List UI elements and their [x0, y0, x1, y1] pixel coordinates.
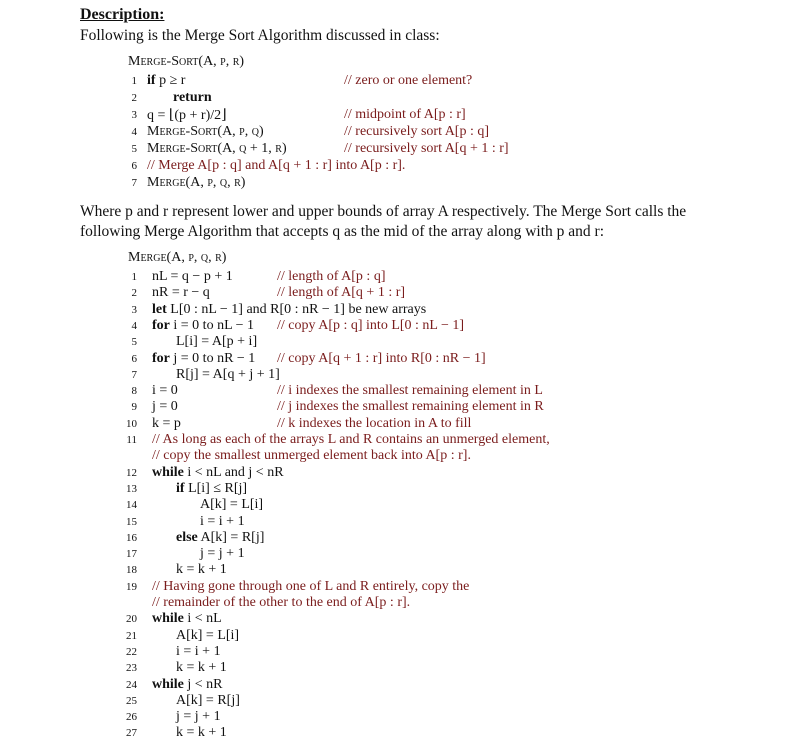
code-line: for i = 0 to nL − 1: [152, 317, 254, 333]
code-line: // Merge A[p : q] and A[q + 1 : r] into A[p : r].: [147, 158, 406, 173]
code-line: while i < nL: [152, 611, 222, 627]
code-line: while j < nR: [152, 676, 223, 692]
code-line: Merge-Sort(A, p, q): [147, 124, 264, 139]
line-number: 17: [126, 548, 137, 561]
code-comment: // i indexes the smallest remaining element in L: [277, 383, 543, 399]
description-heading: Description:: [80, 6, 165, 23]
code-line: k = k + 1: [176, 562, 227, 578]
line-number: 9: [131, 401, 137, 414]
line-number: 1: [131, 75, 137, 87]
line-number: 3: [131, 303, 137, 316]
line-number: 21: [126, 629, 137, 642]
code-line: nR = r − q: [152, 285, 210, 301]
code-line: A[k] = L[i]: [176, 627, 240, 643]
code-line: Merge(A, p, q, r): [147, 175, 246, 190]
line-number: 12: [126, 466, 137, 479]
code-line: for j = 0 to nR − 1: [152, 350, 256, 366]
line-number: 3: [131, 109, 137, 121]
line-number: 10: [126, 417, 137, 430]
code-line: // copy the smallest unmerged element back into A[p : r].: [152, 448, 471, 464]
line-number: 7: [131, 177, 137, 189]
code-comment: // midpoint of A[p : r]: [344, 107, 466, 122]
line-number: 5: [131, 143, 137, 155]
line-number: 1: [131, 271, 137, 283]
code-line: A[k] = R[j]: [176, 692, 240, 708]
middle-paragraph-line-1: Where p and r represent lower and upper bounds of array A respectively. The Merge Sort calls the: [80, 203, 687, 220]
code-line: nL = q − p + 1: [152, 269, 233, 284]
line-number: 24: [126, 678, 137, 691]
line-number: 22: [126, 645, 137, 658]
code-line: j = 0: [152, 399, 178, 415]
code-line: R[j] = A[q + j + 1]: [176, 366, 280, 382]
line-number: 23: [126, 662, 137, 675]
line-number: 20: [126, 613, 137, 626]
merge-title: Merge(A, p, q, r): [128, 250, 227, 265]
code-comment: // copy A[q + 1 : r] into R[0 : nR − 1]: [277, 350, 486, 366]
code-line: if L[i] ≤ R[j]: [176, 480, 248, 496]
code-line: // Having gone through one of L and R entirely, copy the: [152, 578, 470, 594]
line-number: 26: [126, 711, 137, 724]
line-number: 14: [126, 499, 137, 512]
line-number: 7: [131, 368, 137, 381]
line-number: 4: [131, 319, 137, 332]
code-line: // As long as each of the arrays L and R contains an unmerged element,: [152, 432, 550, 447]
code-line: // remainder of the other to the end of A[p : r].: [152, 595, 411, 610]
code-comment: // recursively sort A[q + 1 : r]: [344, 141, 509, 156]
middle-paragraph-line-2: following Merge Algorithm that accepts q as the mid of the array along with p and r:: [80, 223, 605, 240]
code-line: L[i] = A[p + i]: [176, 334, 258, 350]
line-number: 11: [126, 434, 137, 446]
code-comment: // copy A[p : q] into L[0 : nL − 1]: [277, 317, 465, 333]
intro-text: Following is the Merge Sort Algorithm discussed in class:: [80, 27, 440, 44]
code-line: k = k + 1: [176, 725, 227, 741]
line-number: 18: [126, 564, 137, 577]
line-number: 13: [126, 482, 137, 495]
merge-sort-title: Merge-Sort(A, p, r): [128, 54, 245, 69]
code-line: i = i + 1: [200, 513, 245, 529]
code-line: i = i + 1: [176, 643, 221, 659]
code-comment: // j indexes the smallest remaining element in R: [277, 399, 544, 415]
line-number: 16: [126, 531, 137, 544]
code-line: if p ≥ r: [147, 73, 186, 88]
line-number: 6: [131, 352, 137, 365]
code-comment: // k indexes the location in A to fill: [277, 415, 472, 431]
code-comment: // recursively sort A[p : q]: [344, 124, 490, 139]
code-line: q = ⌊(p + r)/2⌋: [147, 108, 227, 123]
line-number: 6: [131, 160, 137, 172]
line-number: 19: [126, 580, 137, 593]
code-comment: // length of A[p : q]: [277, 269, 386, 284]
line-number: 15: [126, 515, 137, 528]
line-number: 2: [131, 287, 137, 300]
code-line: j = j + 1: [176, 709, 221, 725]
line-number: 25: [126, 694, 137, 707]
code-line: j = j + 1: [200, 546, 245, 562]
code-comment: // zero or one element?: [344, 73, 473, 88]
line-number: 5: [131, 336, 137, 349]
code-line: let L[0 : nL − 1] and R[0 : nR − 1] be new arrays: [152, 301, 427, 317]
code-line: A[k] = L[i]: [200, 497, 264, 513]
code-line: else A[k] = R[j]: [176, 529, 265, 545]
line-number: 4: [131, 126, 137, 138]
code-line: Merge-Sort(A, q + 1, r): [147, 141, 287, 156]
code-line: i = 0: [152, 383, 178, 399]
line-number: 27: [126, 727, 137, 740]
line-number: 2: [131, 92, 137, 104]
code-comment: // length of A[q + 1 : r]: [277, 285, 406, 301]
code-line: while i < nL and j < nR: [152, 464, 284, 480]
code-line: k = k + 1: [176, 660, 227, 676]
code-line: return: [173, 90, 212, 105]
code-line: k = p: [152, 415, 181, 431]
line-number: 8: [131, 385, 137, 398]
